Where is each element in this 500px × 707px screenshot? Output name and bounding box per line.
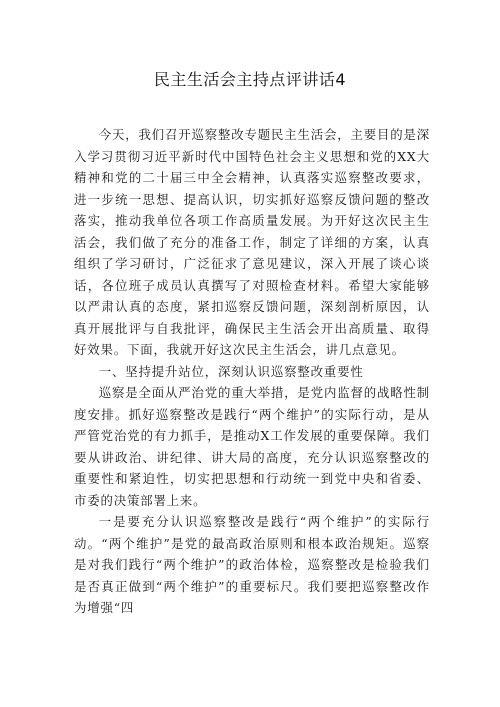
section-paragraph: 一是要充分认识巡察整改是践行“两个维护”的实际行动。“两个维护”是党的最高政治原则和根本政治规矩。巡察是对我们践行“两个维护”的政治体检，巡察整改是检验我们是否真正做到“两个维护”的重要标尺。我们要把巡察整改作为增强“四 [74, 514, 430, 615]
document-title: 民主生活会主持点评讲话4 [153, 70, 347, 89]
intro-paragraph: 今天，我们召开巡察整改专题民主生活会，主要目的是深入学习贯彻习近平新时代中国特色社会主义思想和党的XX大精神和党的二十届三中全会精神，认真落实巡察整改要求，进一步统一思想、提高认识，切实抓好巡察反馈问题的整改落实，推动我单位各项工作高质量发展。为开好这次民主生活会，我们做了充分的准备工作，制定了详细的方案，认真组织了学习研讨，广泛征求了意见建议，深入开展了谈心谈话，各位班子成员认真撰写了对照检查材料。希望大家能够以严肃认真的态度，紧扣巡察反馈问题，深刻剖析原因，认真开展批评与自我批评，确保民主生活会开出高质量、取得好效果。下面，我就开好这次民主生活会，讲几点意见。 [74, 127, 430, 357]
section-heading: 一、坚持提升站位，深刻认识巡察整改重要性 [98, 363, 364, 379]
document-body [74, 124, 430, 619]
section-paragraph: 巡察是全面从严治党的重大举措，是党内监督的战略性制度安排。抓好巡察整改是践行“两个维护”的实际行动，是从严管党治党的有力抓手，是推动X工作发展的重要保障。我们要从讲政治、讲纪律、讲大局的高度，充分认识巡察整改的重要性和紧迫性，切实把思想和行动统一到党中央和省委、市委的决策部署上来。 [74, 385, 430, 508]
